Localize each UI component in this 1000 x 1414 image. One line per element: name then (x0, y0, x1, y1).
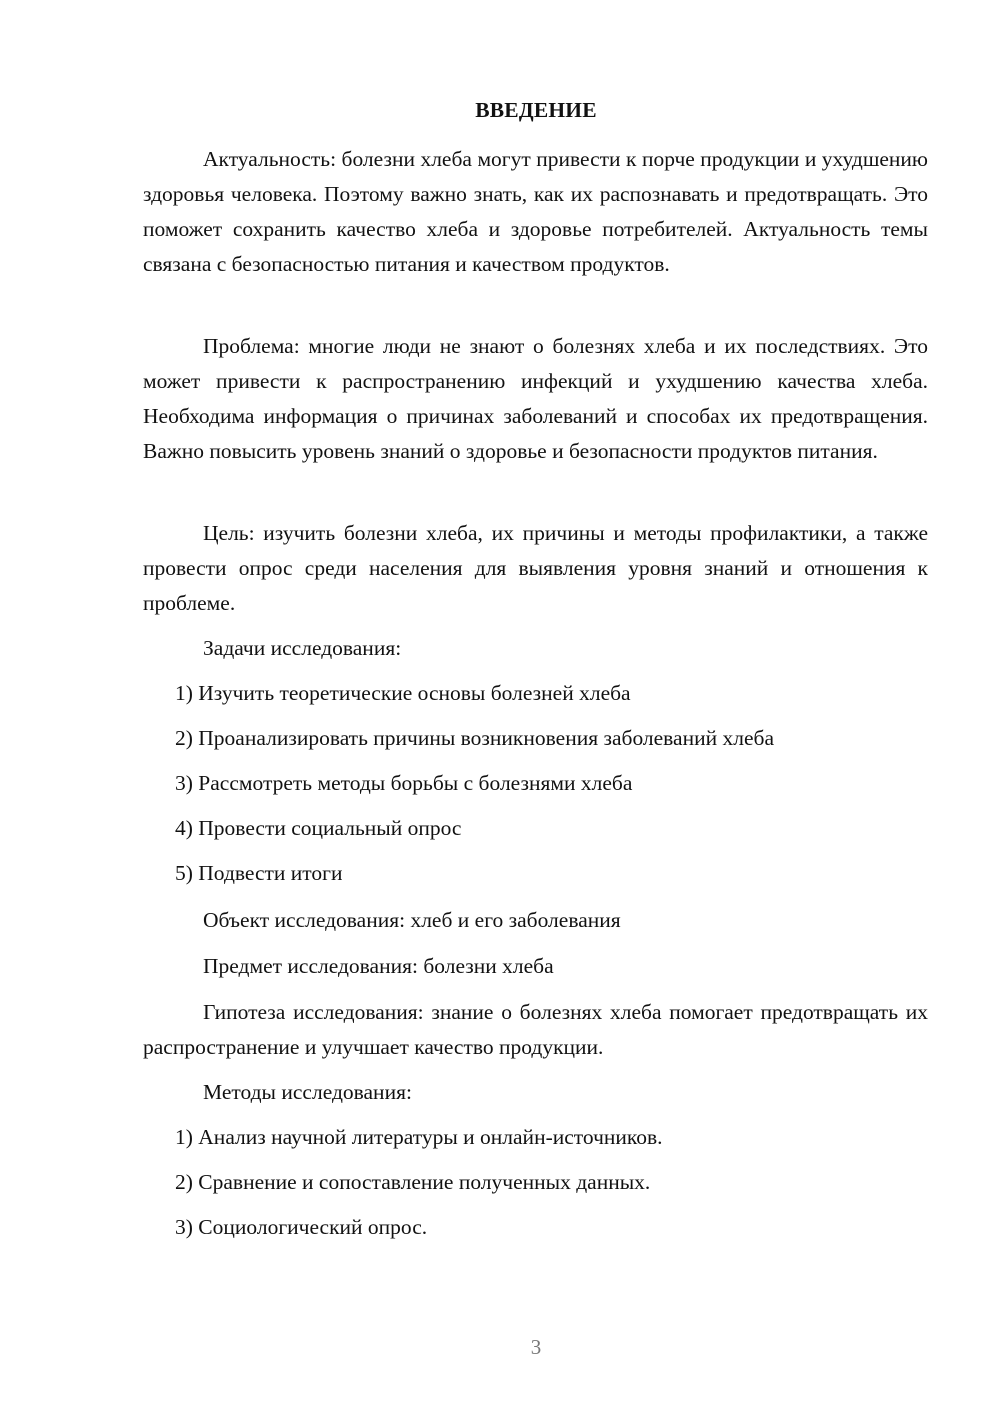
relevance-paragraph-block (143, 142, 928, 282)
object-section (143, 903, 928, 938)
subject-section (143, 949, 928, 984)
page-title: ВВЕДЕНИЕ (475, 98, 597, 122)
task-item: 3) Рассмотреть методы борьбы с болезнями хлеба (175, 771, 633, 795)
method-item: 2) Сравнение и сопоставление полученных данных. (175, 1170, 651, 1194)
research-subject: Предмет исследования: болезни хлеба (203, 954, 554, 978)
task-item: 4) Провести социальный опрос (175, 816, 462, 840)
page-number: 3 (530, 1335, 542, 1359)
tasks-heading: Задачи исследования: (203, 636, 402, 660)
task-item: 2) Проанализировать причины возникновения заболеваний хлеба (175, 726, 774, 750)
problem-paragraph: Проблема: многие люди не знают о болезнях хлеба и их последствиях. Это может привести к распространению инфекций и ухудшению качества хлеба. Необходима информация о причинах заболеваний и способах их предотвращения. Важно повысить уровень знаний о здоровье и безопасности продуктов питания. (143, 334, 928, 463)
tasks-list (143, 676, 928, 891)
goal-paragraph: Цель: изучить болезни хлеба, их причины и методы профилактики, а также провести опрос среди населения для выявления уровня знаний и отношения к проблеме. (143, 521, 928, 615)
methods-section (143, 1075, 928, 1110)
hypothesis-block (143, 995, 928, 1065)
research-hypothesis: Гипотеза исследования: знание о болезнях хлеба помогает предотвращать их распространение и улучшает качество продукции. (143, 1000, 928, 1059)
tasks-section (143, 631, 928, 666)
task-item: 5) Подвести итоги (175, 861, 343, 885)
method-item: 3) Социологический опрос. (175, 1215, 428, 1239)
methods-list (143, 1120, 928, 1245)
method-item: 1) Анализ научной литературы и онлайн-источников. (175, 1125, 663, 1149)
relevance-paragraph: Актуальность: болезни хлеба могут привести к порче продукции и ухудшению здоровья человека. Поэтому важно знать, как их распознавать и предотвращать. Это поможет сохранить качество хлеба и здоровье потребителей. Актуальность темы связана с безопасностью питания и качеством продуктов. (143, 147, 928, 276)
goal-paragraph-block (143, 516, 928, 621)
problem-paragraph-block (143, 329, 928, 469)
task-item: 1) Изучить теоретические основы болезней хлеба (175, 681, 631, 705)
methods-heading: Методы исследования: (203, 1080, 412, 1104)
research-object: Объект исследования: хлеб и его заболевания (203, 908, 621, 932)
